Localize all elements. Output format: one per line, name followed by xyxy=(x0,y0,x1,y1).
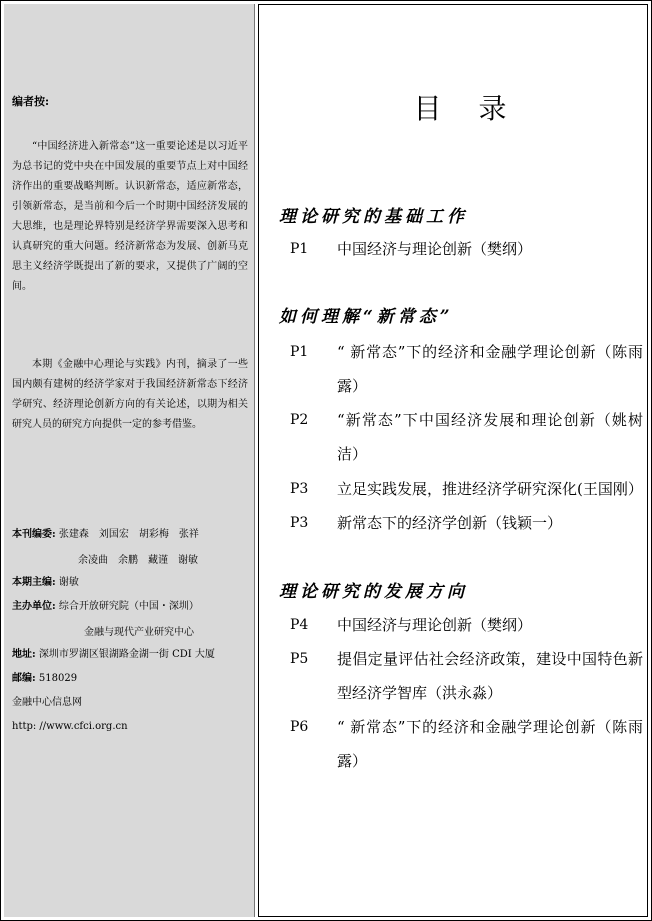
chief-value: 谢敏 xyxy=(58,577,79,588)
section-heading: 理论研究的基础工作 xyxy=(279,207,468,227)
toc-page-number: P6 xyxy=(290,719,309,735)
toc-page-number: P4 xyxy=(290,617,309,633)
toc-page-number: P2 xyxy=(290,412,309,428)
toc-entry-title: 中国经济与理论创新（樊纲） xyxy=(337,240,533,258)
toc-entry-title: “ 新常态”下的经济和金融学理论创新（陈雨露） xyxy=(337,343,643,395)
toc-entry-title: 新常态下的经济学创新（钱颖一） xyxy=(337,514,563,532)
editorial-board xyxy=(12,527,199,542)
toc-page-number: P1 xyxy=(290,344,309,360)
editor-sidebar xyxy=(4,4,255,917)
website-name: 金融中心信息网 xyxy=(12,697,82,708)
toc-entry-title: 中国经济与理论创新（樊纲） xyxy=(337,616,533,634)
toc-page-number: P5 xyxy=(290,651,309,667)
address-label: 地址: xyxy=(12,649,36,660)
toc-entry-title: 提倡定量评估社会经济政策，建设中国特色新型经济学智库（洪永淼） xyxy=(337,650,643,702)
editor-note-title: 编者按: xyxy=(12,95,50,108)
host-line1: 综合开放研究院（中国・深圳） xyxy=(58,601,199,612)
editor-note-paragraph: 本期《金融中心理论与实践》内刊，摘录了一些国内颇有建树的经济学家对于我国经济新常态下经济学研究、经济理论创新方向的有关论述，以期为相关研究人员的研究方向提供一定的参考借鉴。 xyxy=(12,359,248,430)
postcode-label: 邮编: xyxy=(12,673,36,684)
host-unit xyxy=(12,599,199,614)
address xyxy=(12,647,215,662)
postcode-value: 518029 xyxy=(38,673,78,684)
toc-entry-title: “ 新常态”下的经济和金融学理论创新（陈雨露） xyxy=(337,718,643,770)
toc-entry-title: 立足实践发展，推进经济学研究深化(王国刚） xyxy=(337,480,643,498)
page-title: 目 录 xyxy=(413,92,521,125)
website-url[interactable]: http: //www.cfci.org.cn xyxy=(12,721,128,732)
postcode xyxy=(12,671,77,686)
chief-label: 本期主编: xyxy=(12,577,56,588)
chief-editor xyxy=(12,575,79,590)
host-label: 主办单位: xyxy=(12,601,56,612)
table-of-contents xyxy=(258,4,648,917)
editors-line2: 余凌曲 余鹏 藏谨 谢敏 xyxy=(78,555,198,566)
toc-page-number: P1 xyxy=(290,241,309,257)
toc-entry-title: “新常态”下中国经济发展和理论创新（姚树洁） xyxy=(337,411,643,463)
section-heading: 理论研究的发展方向 xyxy=(279,582,468,602)
editor-note-paragraph: “中国经济进入新常态”这一重要论述是以习近平为总书记的党中央在中国发展的重要节点上对中国经济作出的重要战略判断。认识新常态，适应新常态，引领新常态，是当前和今后一个时期中国经济发展的大思维，也是理论界特别是经济学界需要深入思考和认真研究的重大问题。经济新常态为发展、创新马克思主义经济学既提出了新的要求，又提供了广阔的空间。 xyxy=(12,141,248,292)
toc-page-number: P3 xyxy=(290,481,309,497)
host-line2: 金融与现代产业研究中心 xyxy=(84,627,194,638)
address-value: 深圳市罗湖区银湖路金湖一街 CDI 大厦 xyxy=(38,649,215,660)
editors-line1: 张建森 刘国宏 胡彩梅 张祥 xyxy=(58,529,199,540)
toc-page-number: P3 xyxy=(290,515,309,531)
section-heading: 如何理解“新常态” xyxy=(279,307,454,327)
editors-label: 本刊编委: xyxy=(12,529,56,540)
